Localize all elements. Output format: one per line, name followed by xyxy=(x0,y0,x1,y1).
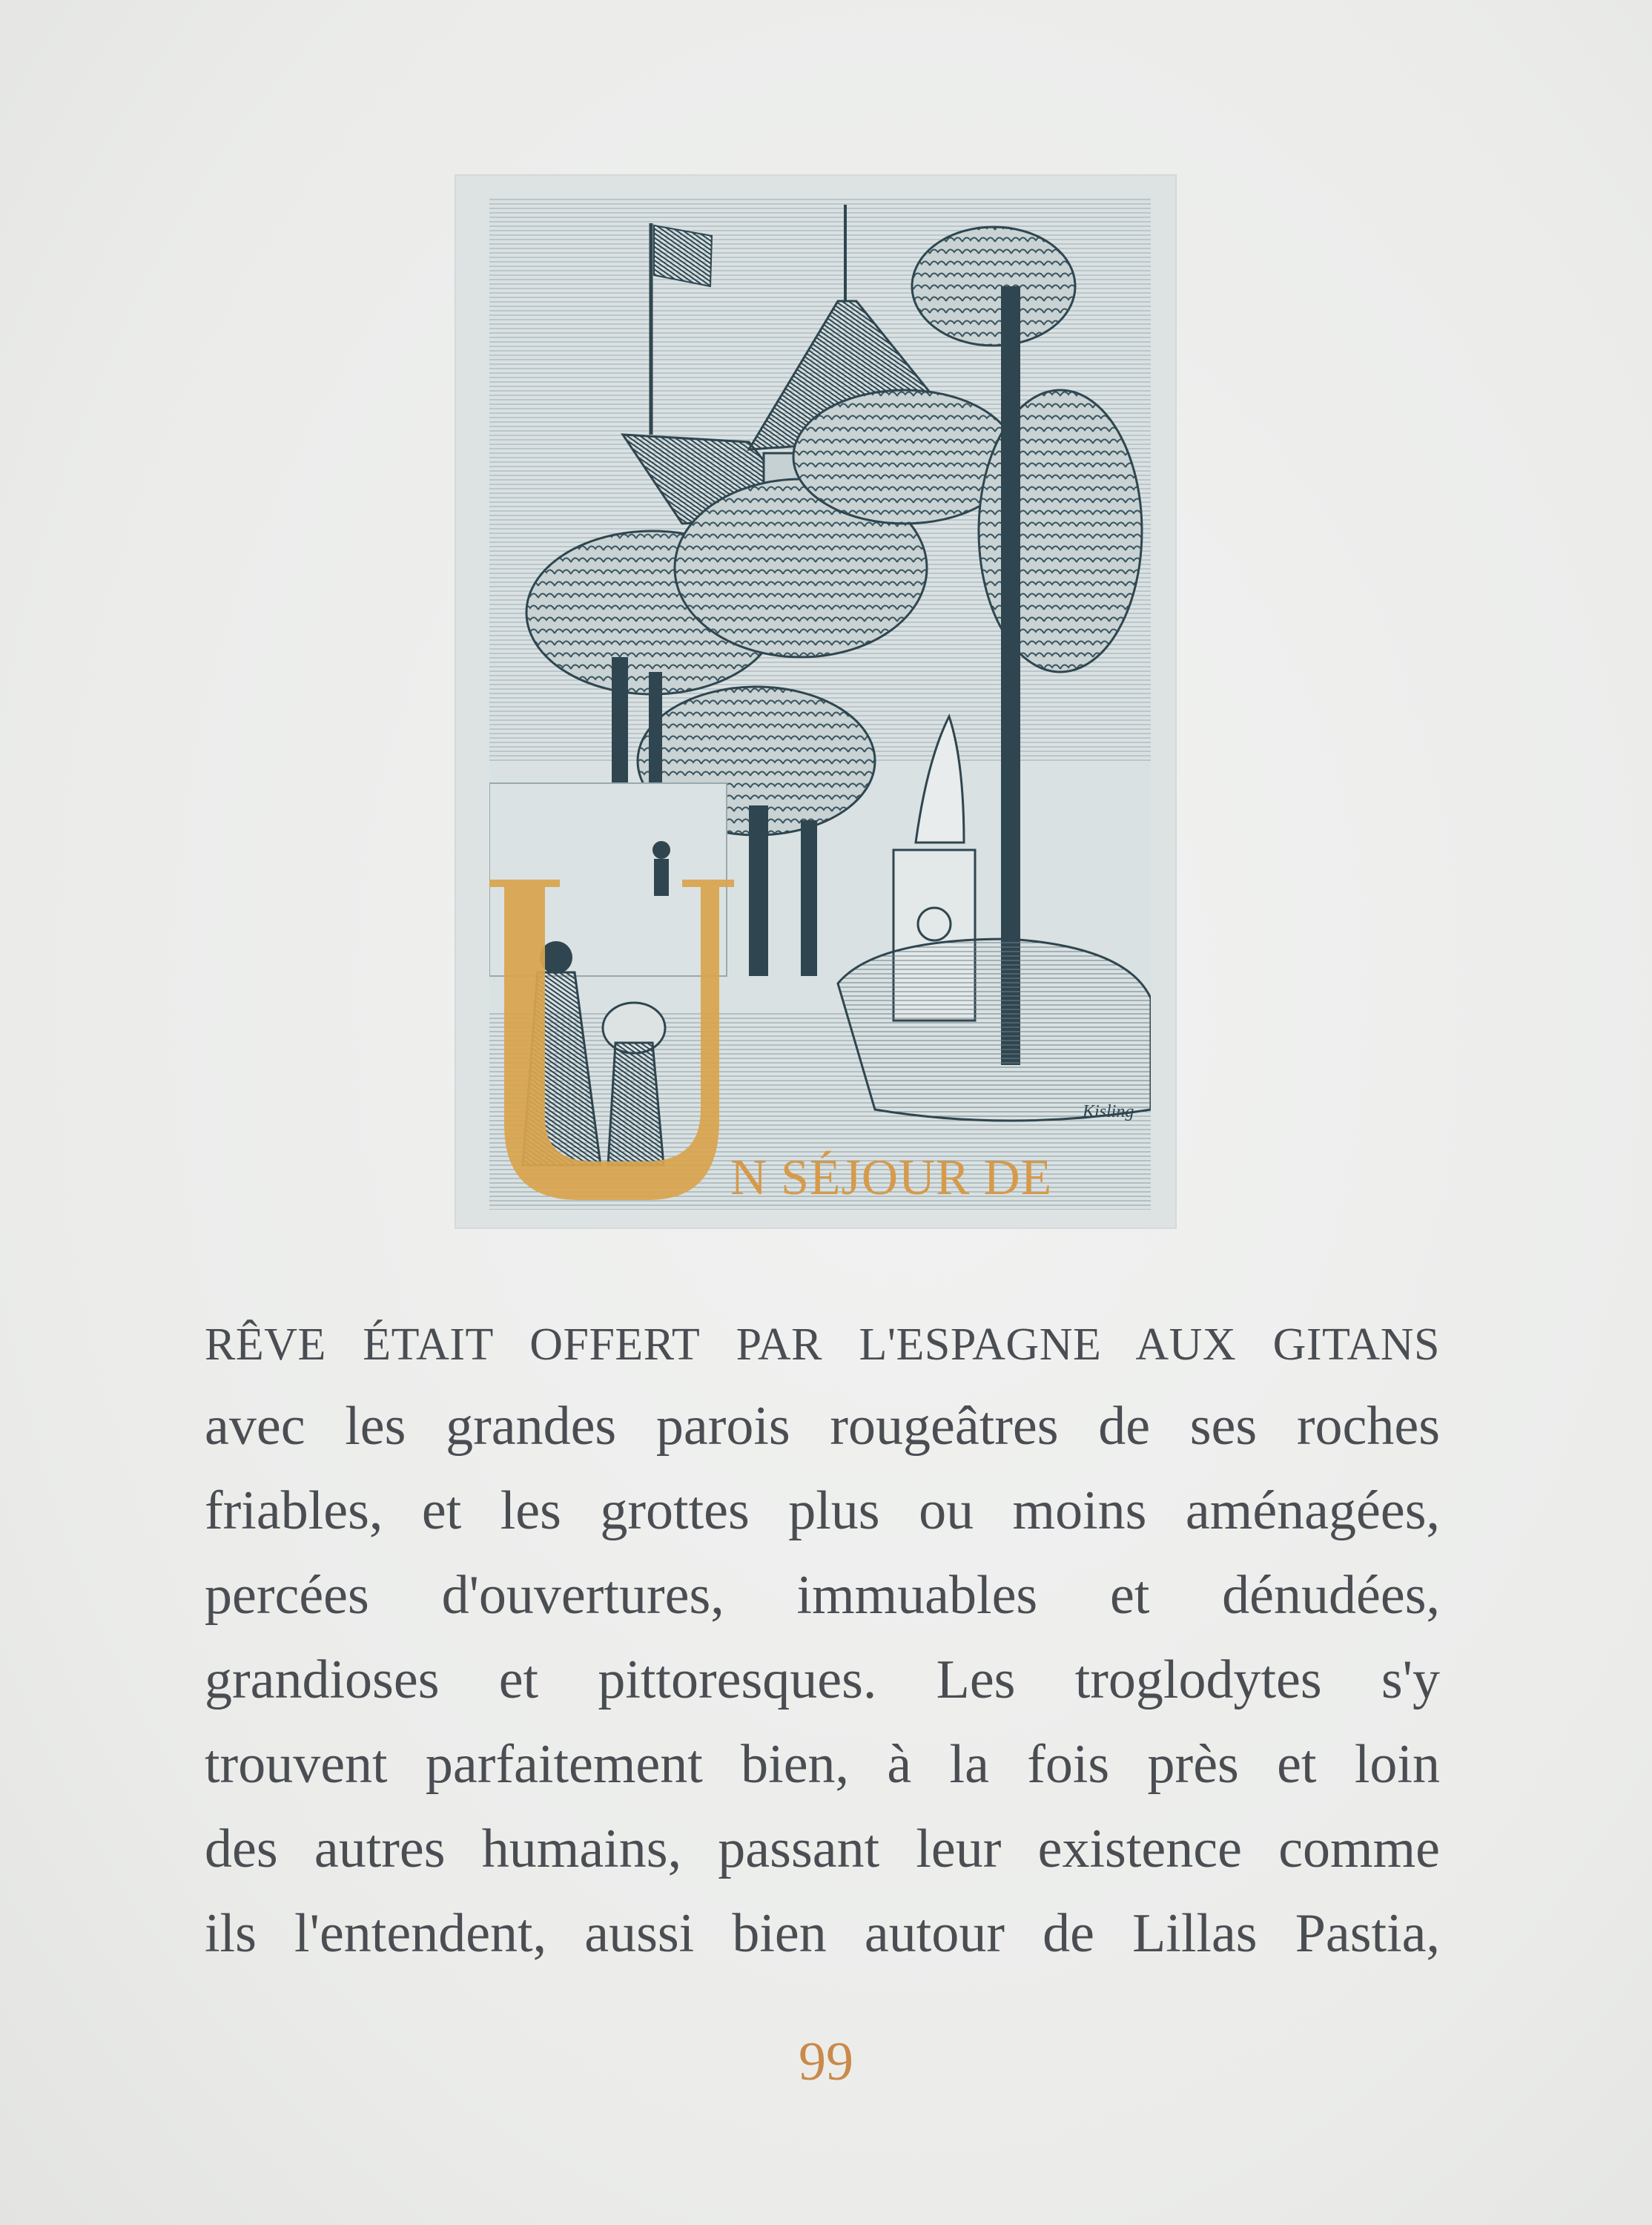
dropcap-continuation: N SÉJOUR DE xyxy=(730,1149,1053,1205)
page-number: 99 xyxy=(799,2031,853,2092)
engraving-park-scene-icon xyxy=(489,197,1151,1210)
text-line: ils l'entendent, aussi bien autour de Lillas Pastia, xyxy=(205,1903,1440,1964)
small-caps-first-line: RÊVE ÉTAIT OFFERT PAR L'ESPAGNE AUX GITANS xyxy=(205,1319,1440,1370)
text-line: trouvent parfaitement bien, à la fois près et loin xyxy=(205,1734,1440,1795)
text-line: friables, et les grottes plus ou moins aménagées, xyxy=(205,1480,1440,1541)
text-line: grandioses et pittoresques. Les troglodytes s'y xyxy=(205,1649,1440,1710)
text-line: avec les grandes parois rougeâtres de ses roches xyxy=(205,1396,1440,1457)
svg-text:Kisling: Kisling xyxy=(1083,1102,1134,1121)
text-line: des autres humains, passant leur existence comme xyxy=(205,1819,1440,1879)
text-line: percées d'ouvertures, immuables et dénudées, xyxy=(205,1565,1440,1626)
body-text xyxy=(205,1313,1440,1976)
engraving-illustration xyxy=(489,197,1151,1210)
